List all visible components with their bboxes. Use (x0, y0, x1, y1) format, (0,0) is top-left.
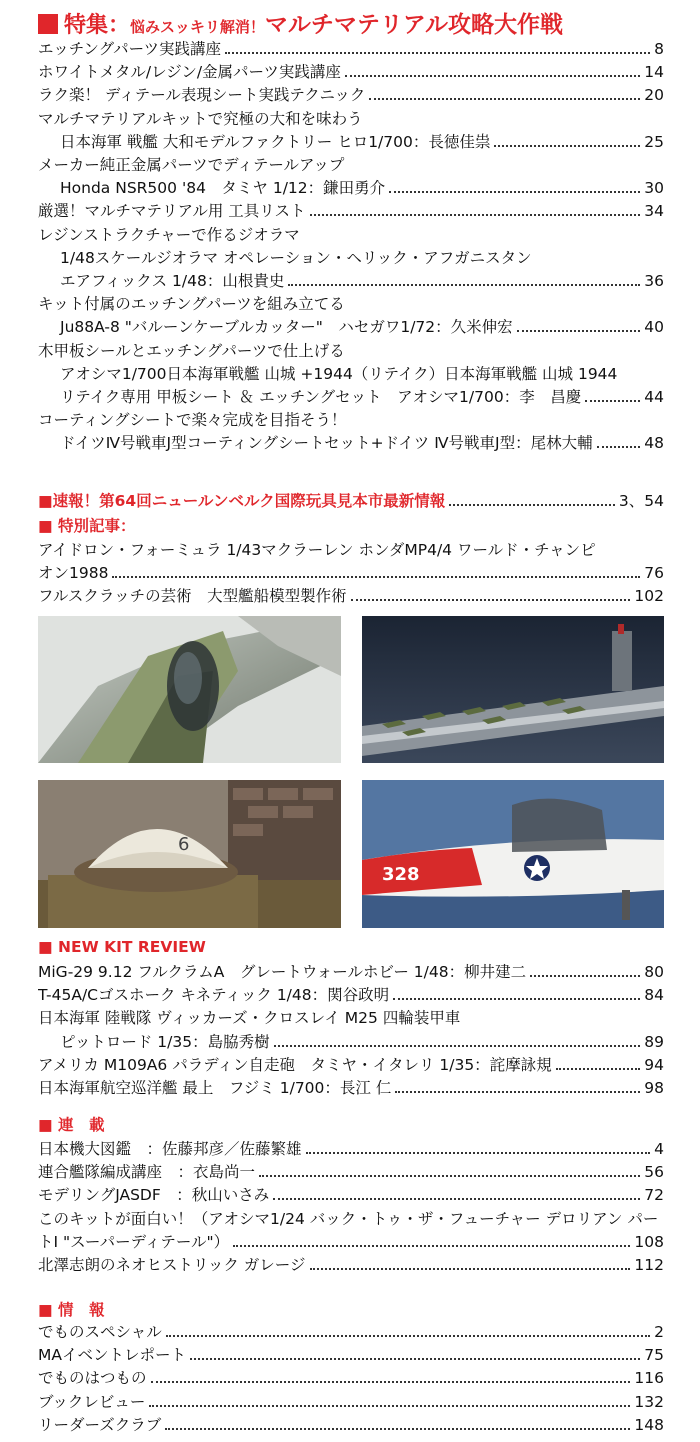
leader-dots (494, 145, 640, 147)
toc-entry-title: メーカー純正金属パーツでディテールアップ (38, 156, 345, 175)
leader-dots (345, 75, 640, 77)
leader-dots (306, 1152, 651, 1154)
serial-toc-row[interactable] (38, 1254, 664, 1277)
toc-entry-title: 木甲板シールとエッチングパーツで仕上げる (38, 341, 345, 360)
toc-entry-title: ピットロード 1/35：島脇秀樹 (60, 1032, 270, 1051)
toc-entry-page: 148 (634, 1415, 664, 1434)
toc-entry-page: 2 (654, 1323, 664, 1341)
toc-entry-title: アメリカ M109A6 パラディン自走砲 タミヤ・イタレリ 1/35：詫摩詠規 (38, 1055, 552, 1074)
leader-dots (166, 1335, 650, 1337)
tail-number: 328 (382, 864, 420, 885)
leader-dots (233, 1245, 630, 1247)
feature-toc-row[interactable] (38, 340, 664, 363)
leader-dots (310, 1268, 631, 1270)
serial-list (38, 1138, 664, 1277)
toc-entry-title: アオシマ1/700日本海軍戦艦 山城 +1944（リテイク）日本海軍戦艦 山城 1944 (60, 364, 618, 383)
toc-entry-title: このキットが面白い！（アオシマ1/24 バック・トゥ・ザ・フューチャー デロリアン パー (38, 1209, 659, 1228)
serial-toc-row[interactable] (38, 1138, 664, 1161)
feature-toc-row[interactable] (38, 177, 664, 200)
newkit-toc-row[interactable] (38, 1054, 664, 1077)
toc-entry-page: 34 (644, 202, 664, 221)
leader-dots (274, 1045, 641, 1047)
leader-dots (395, 1091, 640, 1093)
leader-dots (273, 1198, 640, 1200)
special-toc-row[interactable] (38, 539, 664, 562)
toc-entry-title: T-45A/Cゴスホーク キネティック 1/48：関谷政明 (38, 986, 390, 1005)
toc-entry-title: トⅠ "スーパーディテール"） (38, 1232, 230, 1251)
serial-toc-row[interactable] (38, 1161, 664, 1184)
toc-entry-title: リテイク専用 甲板シート ＆ エッチングセット アオシマ1/700：李 昌慶 (60, 388, 582, 407)
leader-dots (585, 400, 640, 402)
feature-title: マルチマテリアル攻略大作戦 (264, 12, 563, 38)
newkit-toc-row[interactable] (38, 984, 664, 1007)
feature-toc-row[interactable] (38, 270, 664, 293)
toc-entry-page: 40 (644, 318, 664, 337)
feature-toc-row[interactable] (38, 293, 664, 316)
leader-dots (165, 1428, 630, 1430)
toc-entry-page: 25 (644, 132, 664, 151)
toc-entry-title: Honda NSR500 '84 タミヤ 1/12：鎌田勇介 (60, 179, 386, 198)
feature-toc-row[interactable] (38, 154, 664, 177)
feature-toc-row[interactable] (38, 247, 664, 270)
feature-toc-row[interactable] (38, 316, 664, 339)
toc-entry-title: 日本海軍航空巡洋艦 最上 フジミ 1/700：長江 仁 (38, 1079, 392, 1098)
toc-entry-title: オン1988 (38, 564, 109, 583)
newkit-toc-row[interactable] (38, 961, 664, 984)
toc-entry-title: エアフィックス 1/48：山根貴史 (60, 272, 285, 291)
red-square-icon (38, 14, 58, 34)
feature-toc-row[interactable] (38, 84, 664, 107)
toc-entry-title: モデリングJASDF ：秋山いさみ (38, 1186, 270, 1205)
feature-sub: 悩みスッキリ解消！ (130, 18, 265, 36)
info-toc-row[interactable] (38, 1344, 664, 1367)
toc-entry-page: 116 (634, 1369, 664, 1388)
toc-entry-page: 80 (644, 963, 664, 981)
toc-entry-title: ホワイトメタル/レジン/金属パーツ実践講座 (38, 63, 341, 82)
toc-entry-title: Ju88A-8 "バルーンケーブルカッター" ハセガワ1/72：久米伸宏 (60, 318, 513, 337)
feature-toc-row[interactable] (38, 409, 664, 432)
turret-number: 6 (178, 834, 190, 855)
toc-entry-page: 20 (644, 86, 664, 105)
toc-entry-title: 日本海軍 戦艦 大和モデルファクトリー ヒロ1/700：長徳佳祟 (60, 132, 491, 151)
photo-aircraft-carrier (362, 616, 664, 763)
feature-toc-row[interactable] (38, 131, 664, 154)
leader-dots (389, 191, 640, 193)
toc-entry-page: 84 (644, 986, 664, 1005)
toc-entry-page: 4 (654, 1140, 664, 1158)
toc-entry-page: 14 (644, 63, 664, 82)
toc-entry-title: でものはつもの (38, 1369, 147, 1388)
toc-entry-page: 56 (644, 1163, 664, 1182)
special-list (38, 539, 664, 609)
toc-entry-page: 44 (644, 388, 664, 407)
newkit-heading: ■ NEW KIT REVIEW (38, 938, 206, 956)
serial-heading: ■ 連 載 (38, 1116, 105, 1134)
toc-entry-title: 日本機大図鑑 ：佐藤邦彦／佐藤繁雄 (38, 1140, 302, 1158)
toc-entry-page: 30 (644, 179, 664, 198)
toc-entry-page: 98 (644, 1079, 664, 1098)
toc-entry-title: キット付属のエッチングパーツを組み立てる (38, 295, 345, 314)
leader-dots (517, 330, 641, 332)
info-toc-row[interactable] (38, 1367, 664, 1390)
serial-toc-row[interactable] (38, 1208, 664, 1231)
special-toc-row[interactable] (38, 585, 664, 608)
toc-entry-title: でものスペシャル (38, 1323, 162, 1341)
special-heading: ■ 特別記事： (38, 517, 136, 535)
news-block (38, 490, 664, 513)
feature-toc-row[interactable] (38, 363, 664, 386)
feature-toc-row[interactable] (38, 224, 664, 247)
special-toc-row[interactable] (38, 562, 664, 585)
leader-dots (556, 1068, 641, 1070)
serial-toc-row[interactable] (38, 1231, 664, 1254)
toc-entry-title: 日本海軍 陸戦隊 ヴィッカーズ・クロスレイ M25 四輪装甲車 (38, 1009, 461, 1028)
feature-toc-row[interactable] (38, 61, 664, 84)
info-toc-row[interactable] (38, 1414, 664, 1437)
leader-dots (351, 599, 631, 601)
news-text: ■速報！第64回ニュールンベルク国際玩具見本市最新情報 (38, 492, 446, 510)
feature-label: 特集： (64, 13, 131, 38)
toc-entry-title: リーダーズクラブ (38, 1415, 162, 1434)
toc-entry-title: ドイツⅣ号戦車J型コーティングシートセット+ドイツ Ⅳ号戦車J型：尾林大輔 (60, 434, 593, 453)
newkit-toc-row[interactable] (38, 1007, 664, 1030)
toc-entry-page: 112 (634, 1256, 664, 1275)
toc-entry-title: MiG-29 9.12 フルクラムA グレートウォールホビー 1/48：柳井建二 (38, 963, 527, 981)
serial-toc-row[interactable] (38, 1184, 664, 1207)
toc-entry-page: 94 (644, 1055, 664, 1074)
newkit-toc-row[interactable] (38, 1077, 664, 1100)
newkit-list (38, 961, 664, 1100)
toc-entry-page: 132 (634, 1392, 664, 1411)
info-toc-row[interactable] (38, 1321, 664, 1344)
feature-list (38, 38, 664, 456)
feature-toc-row[interactable] (38, 200, 664, 223)
leader-dots (597, 446, 641, 448)
feature-toc-row[interactable] (38, 108, 664, 131)
leader-dots (149, 1405, 630, 1407)
toc-entry-title: フルスクラッチの芸術 大型艦船模型製作術 (38, 587, 347, 606)
toc-entry-title: レジンストラクチャーで作るジオラマ (38, 225, 300, 244)
leader-dots (259, 1175, 640, 1177)
info-heading: ■ 情 報 (38, 1301, 105, 1319)
leader-dots (530, 975, 640, 977)
toc-entry-title: エッチングパーツ実践講座 (38, 40, 222, 58)
toc-entry-page: 89 (644, 1032, 664, 1051)
leader-dots (288, 284, 640, 286)
info-toc-row[interactable] (38, 1391, 664, 1414)
toc-entry-page: 48 (644, 434, 664, 453)
toc-entry-title: 連合艦隊編成講座 ：衣島尚一 (38, 1163, 256, 1182)
toc-entry-page: 76 (644, 564, 664, 583)
photo-jet-trainer (362, 780, 664, 928)
toc-entry-title: 厳選！マルチマテリアル用 工具リスト (38, 202, 306, 221)
toc-entry-title: 北澤志朗のネオヒストリック ガレージ (38, 1256, 306, 1275)
newkit-toc-row[interactable] (38, 1031, 664, 1054)
photo-fighter-cockpit (38, 616, 341, 763)
news-row[interactable] (38, 490, 664, 513)
leader-dots (190, 1358, 640, 1360)
leader-dots (393, 998, 640, 1000)
toc-entry-title: 1/48スケールジオラマ オペレーション・ヘリック・アフガニスタン (60, 248, 532, 267)
news-page: 3、54 (618, 492, 664, 510)
feature-toc-row[interactable] (38, 38, 664, 61)
toc-entry-page: 102 (634, 587, 664, 606)
toc-entry-title: アイドロン・フォーミュラ 1/43マクラーレン ホンダMP4/4 ワールド・チャンピ (38, 541, 596, 559)
toc-entry-page: 36 (644, 272, 664, 291)
info-list (38, 1321, 664, 1437)
toc-entry-page: 108 (634, 1232, 664, 1251)
toc-entry-page: 8 (654, 40, 664, 58)
toc-entry-title: マルチマテリアルキットで究極の大和を味わう (38, 109, 363, 128)
leader-dots (369, 98, 640, 100)
toc-entry-page: 72 (644, 1186, 664, 1205)
toc-entry-page: 75 (644, 1346, 664, 1365)
feature-toc-row[interactable] (38, 386, 664, 409)
photo-armored-car (38, 780, 341, 928)
toc-entry-title: ラク楽！ ディテール表現シート実践テクニック (38, 86, 366, 105)
leader-dots (151, 1381, 631, 1383)
feature-toc-row[interactable] (38, 432, 664, 455)
leader-dots (112, 576, 640, 578)
leader-dots (225, 52, 650, 54)
toc-entry-title: MAイベントレポート (38, 1346, 186, 1365)
leader-dots (310, 214, 641, 216)
feature-heading (38, 6, 563, 39)
toc-entry-title: コーティングシートで楽々完成を目指そう！ (38, 411, 347, 430)
toc-entry-title: ブックレビュー (38, 1392, 146, 1411)
